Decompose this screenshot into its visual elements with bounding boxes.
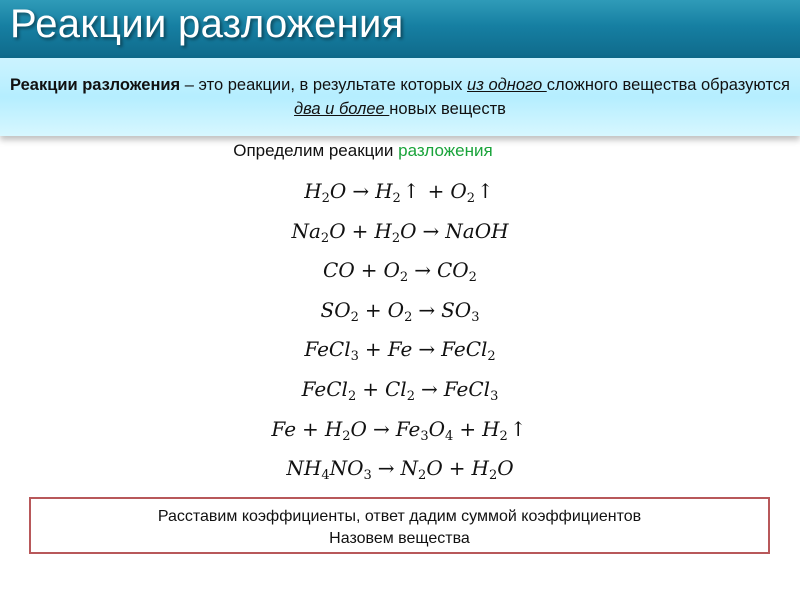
subtitle xyxy=(0,141,726,161)
arrow-operator: → xyxy=(422,218,440,243)
formula-part: NO xyxy=(329,456,364,481)
formula-part: SO xyxy=(320,297,351,322)
formula-part: Fe xyxy=(395,416,421,441)
arrow-operator: → xyxy=(372,416,390,441)
plus-operator: + xyxy=(448,456,466,481)
formula-part: CO xyxy=(323,258,355,283)
definition-text xyxy=(10,73,790,121)
formula-part: O xyxy=(450,179,467,203)
formula-part: H xyxy=(304,179,322,203)
plus-operator: + xyxy=(459,416,477,441)
definition-emphasis-2: два и более xyxy=(294,100,390,118)
equation-5 xyxy=(0,330,800,370)
formula-part: H xyxy=(374,218,392,243)
subscript: 2 xyxy=(347,388,357,404)
subscript: 2 xyxy=(406,388,415,404)
task-line-1: Расставим коэффициенты, ответ дадим суммой коэффициентов xyxy=(157,508,642,525)
formula-part: O xyxy=(428,416,446,441)
arrow-operator: → xyxy=(418,297,436,322)
equation-3 xyxy=(0,251,800,291)
formula-part: O xyxy=(426,456,443,481)
definition-part-2: сложного вещества образуются xyxy=(546,76,790,94)
subscript: 2 xyxy=(342,428,351,444)
plus-operator: + xyxy=(360,258,378,283)
subscript: 2 xyxy=(399,270,409,286)
formula-part: FeCl xyxy=(441,337,488,362)
formula-part: NaOH xyxy=(445,218,509,243)
title-bar xyxy=(0,0,800,58)
plus-operator: + xyxy=(302,416,319,441)
task-line-2: Назовем вещества xyxy=(329,530,470,547)
equation-list xyxy=(0,172,800,489)
formula-part: SO xyxy=(441,297,472,322)
subscript: 2 xyxy=(499,428,508,444)
slide-title: Реакции разложения xyxy=(10,2,404,46)
arrow-operator: → xyxy=(414,258,431,283)
equation-6 xyxy=(0,370,800,410)
subtitle-prefix: Определим реакции xyxy=(233,141,399,160)
formula-part: FeCl xyxy=(304,337,351,362)
plus-operator: + xyxy=(364,337,382,362)
subscript: 3 xyxy=(350,349,359,365)
definition-band xyxy=(0,58,800,136)
definition-part-1: – это реакции, в результате которых xyxy=(180,76,468,94)
definition-emphasis-1: из одного xyxy=(467,76,547,94)
subscript: 2 xyxy=(488,468,498,484)
subscript: 2 xyxy=(487,349,496,365)
subscript: 2 xyxy=(404,309,413,325)
arrow-operator: → xyxy=(352,179,370,203)
subscript: 2 xyxy=(468,270,477,286)
subscript: 3 xyxy=(420,428,429,444)
plus-operator: + xyxy=(362,376,379,401)
subscript: 3 xyxy=(490,388,499,404)
formula-part: O xyxy=(387,297,405,322)
gas-arrow: ↑ xyxy=(477,179,494,203)
subscript: 2 xyxy=(391,230,401,246)
equation-7 xyxy=(0,410,800,450)
formula-part: O xyxy=(329,218,346,243)
subscript: 2 xyxy=(392,191,401,206)
subtitle-accent: разложения xyxy=(398,141,493,160)
formula-part: FeCl xyxy=(301,376,348,401)
formula-part: O xyxy=(400,218,417,243)
subscript: 4 xyxy=(321,468,330,484)
formula-part: H xyxy=(324,416,343,441)
task-box xyxy=(29,497,770,554)
subscript: 4 xyxy=(445,428,454,444)
definition-term: Реакции разложения xyxy=(10,76,181,94)
formula-part: H xyxy=(482,416,500,441)
equation-4 xyxy=(0,291,800,331)
subscript: 3 xyxy=(471,309,480,325)
formula-part: Cl xyxy=(385,376,407,401)
formula-part: H xyxy=(471,456,489,481)
subscript: 2 xyxy=(320,230,330,246)
formula-part: Na xyxy=(291,218,321,243)
gas-arrow: ↑ xyxy=(509,416,527,441)
equation-1 xyxy=(0,172,800,212)
formula-part: O xyxy=(350,416,367,441)
formula-part: NH xyxy=(286,456,322,481)
formula-part: FeCl xyxy=(443,376,491,401)
arrow-operator: → xyxy=(377,456,395,481)
subscript: 2 xyxy=(350,309,359,325)
plus-operator: + xyxy=(427,179,445,203)
subscript: 2 xyxy=(321,191,330,206)
plus-operator: + xyxy=(364,297,382,322)
formula-part: Fe xyxy=(387,337,413,362)
subscript: 3 xyxy=(363,468,372,484)
subscript: 2 xyxy=(466,191,476,206)
equation-2 xyxy=(0,212,800,252)
equation-8 xyxy=(0,449,800,489)
arrow-operator: → xyxy=(418,337,436,362)
formula-part: CO xyxy=(436,258,469,283)
formula-part: O xyxy=(383,258,400,283)
formula-part: N xyxy=(400,456,419,481)
plus-operator: + xyxy=(351,218,369,243)
definition-part-3: новых веществ xyxy=(389,100,506,118)
formula-part: H xyxy=(375,179,393,203)
arrow-operator: → xyxy=(420,376,438,401)
formula-part: O xyxy=(497,456,514,481)
gas-arrow: ↑ xyxy=(402,179,420,203)
subscript: 2 xyxy=(418,468,427,484)
formula-part: O xyxy=(329,179,347,203)
formula-part: Fe xyxy=(271,416,297,441)
